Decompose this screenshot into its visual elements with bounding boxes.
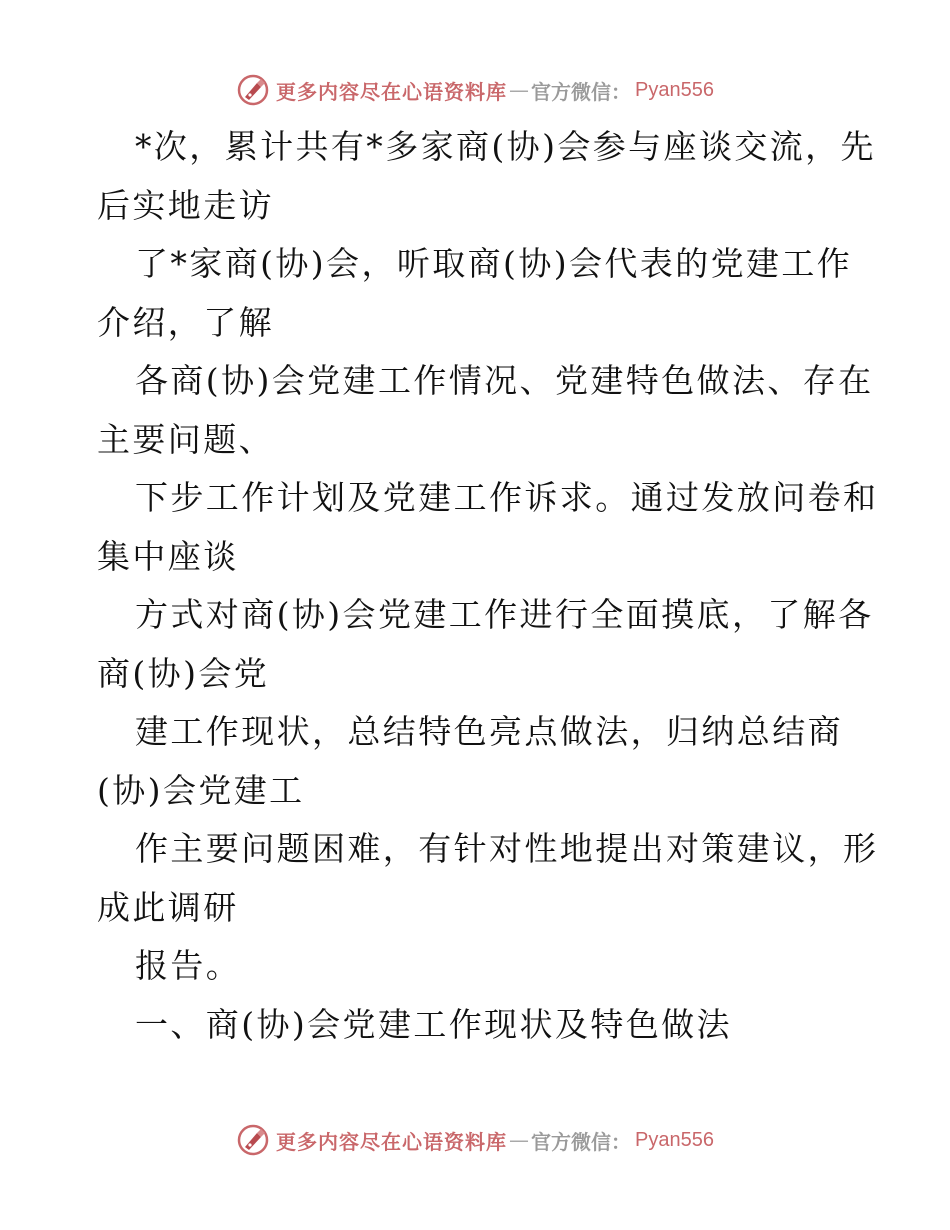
text-line: 报告。 xyxy=(135,946,242,985)
banner-separator: — xyxy=(509,78,530,102)
text-line: 建工作现状，总结特色亮点做法，归纳总结商 xyxy=(135,712,843,751)
text-line: 成此调研 xyxy=(97,887,239,927)
text-line: 主要问题、 xyxy=(97,419,274,459)
text-line: 商(协)会党 xyxy=(97,653,270,693)
banner-wechat-id: Pyan556 xyxy=(635,78,714,101)
text-line: 集中座谈 xyxy=(97,536,239,576)
pen-nib-logo-icon xyxy=(236,1123,270,1157)
banner-wechat-label: 官方微信： xyxy=(531,79,632,104)
text-line: 介绍，了解 xyxy=(97,302,274,342)
banner-wechat-id: Pyan556 xyxy=(635,1128,714,1151)
text-line: 作主要问题困难，有针对性地提出对策建议，形 xyxy=(135,829,879,868)
text-line: (协)会党建工 xyxy=(97,770,305,810)
banner-brand-text: 更多内容尽在心语资料库 xyxy=(276,1129,508,1154)
header-banner xyxy=(0,70,950,110)
text-line: *次，累计共有*多家商(协)会参与座谈交流，先 xyxy=(135,127,876,166)
text-line: 一、商(协)会党建工作现状及特色做法 xyxy=(135,1004,732,1044)
document-body xyxy=(97,118,879,1054)
text-line: 了*家商(协)会，听取商(协)会代表的党建工作 xyxy=(135,244,853,283)
banner-brand-text: 更多内容尽在心语资料库 xyxy=(276,79,508,104)
text-line: 各商(协)会党建工作情况、党建特色做法、存在 xyxy=(135,361,874,400)
pen-nib-logo-icon xyxy=(236,73,270,107)
banner-separator: — xyxy=(509,1128,530,1152)
text-line: 后实地走访 xyxy=(97,185,274,225)
banner-wechat-label: 官方微信： xyxy=(531,1129,632,1154)
footer-banner xyxy=(0,1120,950,1160)
text-line: 下步工作计划及党建工作诉求。通过发放问卷和 xyxy=(135,478,879,517)
text-line: 方式对商(协)会党建工作进行全面摸底，了解各 xyxy=(135,595,874,634)
